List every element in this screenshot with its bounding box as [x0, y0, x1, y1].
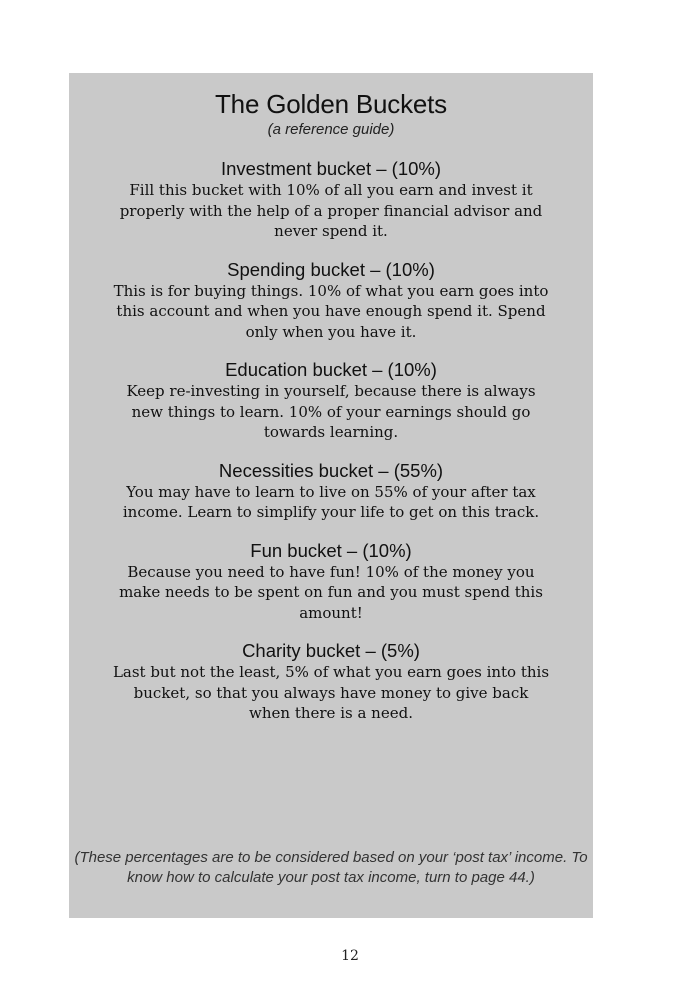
- bucket-description: Last but not the least, 5% of what you earn goes into this bucket, so that you always have money to give back when there is a need.: [112, 663, 550, 722]
- bucket-necessities: [69, 460, 593, 523]
- bucket-spending: [69, 259, 593, 343]
- reference-panel: [69, 73, 593, 918]
- bucket-description: Fill this bucket with 10% of all you earn and invest it properly with the help of a proper financial advisor and never spend it.: [119, 181, 543, 240]
- bucket-heading: Necessities bucket – (55%): [218, 459, 444, 481]
- page-subtitle: (a reference guide): [267, 121, 395, 138]
- bucket-charity: [69, 640, 593, 724]
- bucket-heading: Education bucket – (10%): [225, 359, 437, 380]
- page-title: The Golden Buckets: [215, 89, 447, 119]
- bucket-heading: Investment bucket – (10%): [220, 158, 442, 179]
- bucket-investment: [69, 158, 593, 242]
- bucket-heading: Spending bucket – (10%): [227, 258, 435, 280]
- bucket-education: [69, 359, 593, 443]
- bucket-description: This is for buying things. 10% of what you earn goes into this account and when you have enough spend it. Spend only when you have it.: [113, 281, 549, 341]
- bucket-heading: Charity bucket – (5%): [242, 640, 420, 661]
- bucket-list: [69, 158, 593, 741]
- bucket-heading: Fun bucket – (10%): [250, 539, 412, 561]
- bucket-description: You may have to learn to live on 55% of your after tax income. Learn to simplify your life to get on this track.: [122, 482, 540, 521]
- page-number: 12: [341, 948, 359, 964]
- bucket-description: Keep re-investing in yourself, because there is always new things to learn. 10% of your earnings should go towards learning.: [126, 382, 536, 441]
- bucket-description: Because you need to have fun! 10% of the money you make needs to be spent on fun and you must spend this amount!: [119, 562, 543, 622]
- footnote: (These percentages are to be considered based on your ‘post tax’ income. To know how to calculate your post tax income, turn to page 44.): [74, 849, 588, 886]
- bucket-fun: [69, 540, 593, 624]
